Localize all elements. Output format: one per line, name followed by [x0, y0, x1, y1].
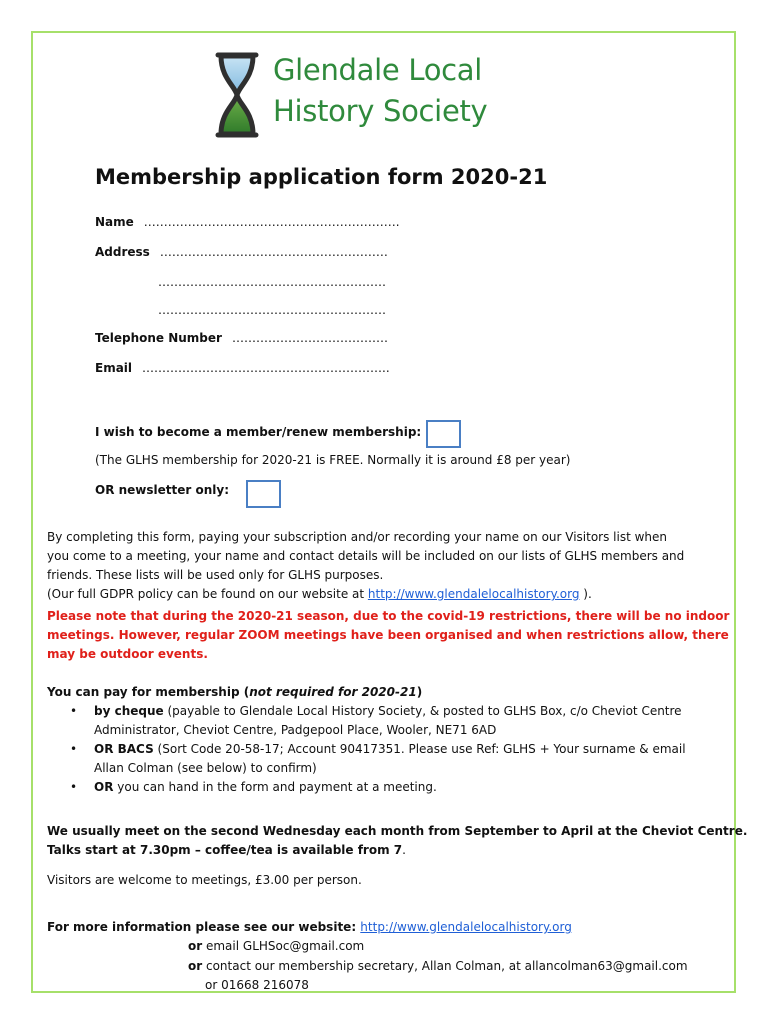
email-dots[interactable]: …………………………………………………….. — [142, 361, 390, 375]
meetings-time: Talks start at 7.30pm – coffee/tea is available from 7 — [47, 843, 403, 857]
covid-notice — [47, 607, 730, 664]
society-logo — [215, 50, 515, 140]
payment-option-hand-in — [47, 778, 686, 797]
gdpr-policy-suffix: ). — [579, 587, 592, 601]
address-field[interactable] — [95, 245, 388, 259]
newsletter-checkbox[interactable] — [246, 480, 281, 508]
name-dots[interactable]: ………………………………………………………. — [143, 215, 400, 229]
website-link-footer[interactable]: http://www.glendalelocalhistory.org — [360, 920, 572, 934]
gdpr-policy-prefix: (Our full GDPR policy can be found on our website at — [47, 587, 368, 601]
contact-email-line — [188, 937, 364, 956]
covid-notice-line: Please note that during the 2020-21 season, due to the covid-19 restrictions, there will be no indoor — [47, 609, 730, 623]
cheque-text: (payable to Glendale Local History Society, & posted to GLHS Box, c/o Cheviot Centre — [163, 704, 682, 718]
payment-heading-prefix: You can pay for membership ( — [47, 685, 250, 699]
free-membership-note: (The GLHS membership for 2020-21 is FREE. Normally it is around £8 per year) — [95, 453, 571, 467]
contact-phone: or 01668 216078 — [205, 978, 309, 992]
gdpr-policy-line — [47, 585, 727, 604]
newsletter-only-label: OR newsletter only: — [95, 483, 230, 497]
address-dots-line2[interactable]: ………………………………………………… — [158, 275, 386, 289]
name-field[interactable] — [95, 215, 400, 229]
become-member-label: I wish to become a member/renew membership: — [95, 425, 422, 439]
contact-email-or: or — [188, 939, 203, 953]
gdpr-line: you come to a meeting, your name and contact details will be included on our lists of GLHS members and — [47, 549, 685, 563]
payment-heading — [47, 683, 422, 702]
more-info-prefix: For more information please see our website: — [47, 920, 361, 934]
address-label: Address — [95, 245, 150, 259]
cheque-address: Administrator, Cheviot Centre, Padgepool Place, Wooler, NE71 6AD — [94, 723, 497, 737]
bullet-icon: • — [70, 780, 78, 794]
website-link[interactable]: http://www.glendalelocalhistory.org — [367, 587, 580, 601]
more-info-line — [47, 918, 572, 937]
payment-option-bacs — [47, 740, 686, 778]
payment-options-list — [47, 702, 686, 797]
bacs-label: OR BACS — [94, 742, 154, 756]
payment-heading-italic: not required for 2020-21 — [249, 685, 417, 699]
covid-notice-line: may be outdoor events. — [47, 647, 208, 661]
hand-in-text: you can hand in the form and payment at a meeting. — [113, 780, 437, 794]
gdpr-line: By completing this form, paying your subscription and/or recording your name on our Visitors list when — [47, 530, 668, 544]
address-line2-field[interactable] — [148, 275, 386, 289]
visitors-note: Visitors are welcome to meetings, £3.00 per person. — [47, 873, 362, 887]
meetings-time-line — [47, 841, 727, 860]
address-line3-field[interactable] — [148, 303, 386, 317]
gdpr-paragraph — [47, 528, 727, 604]
bullet-icon: • — [70, 704, 78, 718]
contact-secretary-or: or — [188, 959, 203, 973]
address-dots-line3[interactable]: ………………………………………………… — [158, 303, 386, 317]
address-dots-line1[interactable]: ………………………………………………… — [159, 245, 388, 259]
email-label: Email — [95, 361, 133, 375]
hourglass-icon — [215, 50, 259, 140]
payment-heading-suffix: ) — [416, 685, 423, 699]
contact-email[interactable]: email GLHSoc@gmail.com — [202, 939, 365, 953]
payment-option-cheque — [47, 702, 686, 740]
contact-secretary[interactable]: contact our membership secretary, Allan Colman, at allancolman63@gmail.com — [202, 959, 688, 973]
contact-secretary-line — [188, 957, 688, 976]
covid-notice-line: meetings. However, regular ZOOM meetings have been organised and when restrictions allow, there — [47, 628, 729, 642]
member-checkbox[interactable] — [426, 420, 461, 448]
telephone-label: Telephone Number — [95, 331, 222, 345]
meetings-time-end: . — [402, 843, 406, 857]
bacs-confirm: Allan Colman (see below) to confirm) — [94, 761, 317, 775]
telephone-field[interactable] — [95, 331, 388, 345]
hand-in-label: OR — [94, 780, 114, 794]
logo-text-line2: History Society — [273, 94, 488, 128]
cheque-label: by cheque — [94, 704, 164, 718]
email-field[interactable] — [95, 361, 390, 375]
form-title: Membership application form 2020-21 — [95, 165, 548, 189]
name-label: Name — [95, 215, 134, 229]
gdpr-line: friends. These lists will be used only for GLHS purposes. — [47, 568, 384, 582]
logo-text-line1: Glendale Local — [273, 53, 483, 87]
meetings-schedule: We usually meet on the second Wednesday each month from September to April at the Cheviot Centre. — [47, 824, 748, 838]
telephone-dots[interactable]: ………………………………… — [231, 331, 388, 345]
bacs-text: (Sort Code 20-58-17; Account 90417351. Please use Ref: GLHS + Your surname & email — [153, 742, 686, 756]
meetings-info — [47, 822, 748, 860]
bullet-icon: • — [70, 742, 78, 756]
